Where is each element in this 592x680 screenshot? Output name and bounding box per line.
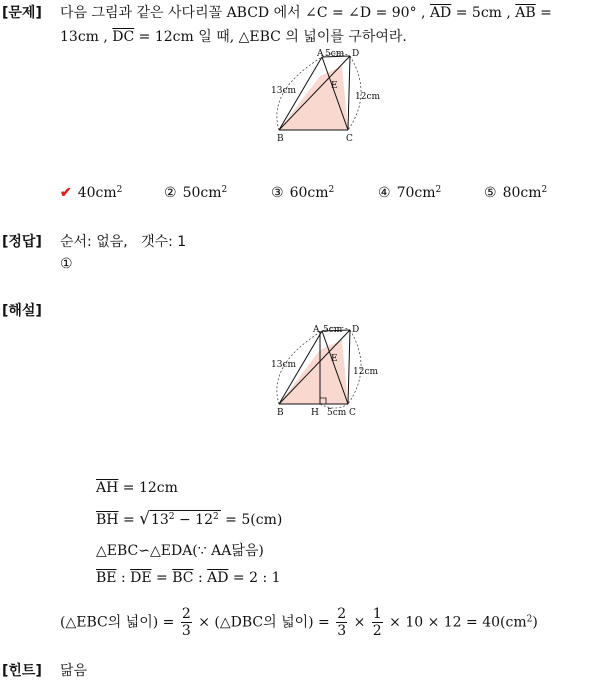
length-top-label: 5cm bbox=[323, 325, 343, 335]
choice-value: 60cm bbox=[289, 185, 329, 201]
choice-5[interactable] bbox=[484, 185, 547, 201]
hint-label: [힌트] bbox=[2, 663, 42, 679]
vertex-a-label: A bbox=[313, 325, 320, 335]
segment-dc: $\overline{DC}$ bbox=[112, 29, 135, 45]
length-right-label: 12cm bbox=[353, 367, 379, 377]
problem-line-1 bbox=[60, 2, 552, 22]
choice-number: ④ bbox=[378, 185, 391, 201]
solution-text: = 5(cm) bbox=[220, 512, 283, 528]
answer-label: [정답] bbox=[2, 234, 42, 250]
solution-text: : bbox=[193, 570, 208, 586]
choice-number: ③ bbox=[271, 185, 284, 201]
vertex-c-label: C bbox=[349, 408, 356, 418]
segment-ab: $\overline{AB}$ bbox=[515, 5, 536, 21]
segment-de: $\overline{DE}$ bbox=[130, 570, 152, 586]
problem-text: 13cm , bbox=[60, 29, 113, 45]
numerator: 2 bbox=[181, 606, 191, 622]
problem-line-2 bbox=[60, 26, 407, 46]
solution-text: = 12cm bbox=[118, 480, 178, 496]
solution-line-area bbox=[60, 606, 538, 639]
denominator: 3 bbox=[181, 623, 191, 639]
solution-text: = bbox=[118, 512, 140, 528]
solution-line-bh bbox=[96, 509, 282, 529]
solution-text: × 10 × 12 = 40(cm bbox=[384, 614, 527, 631]
solution-text: = 2 : 1 bbox=[228, 570, 281, 586]
solution-text: (△EBC의 넓이) = bbox=[60, 614, 179, 631]
length-right-label: 12cm bbox=[355, 92, 381, 102]
numerator: 2 bbox=[337, 606, 347, 622]
choice-sup: 2 bbox=[541, 185, 548, 195]
choice-sup: 2 bbox=[116, 185, 123, 195]
segment-be: $\overline{BE}$ bbox=[96, 570, 117, 586]
check-mark-icon: ✔ bbox=[60, 185, 72, 201]
vertex-b-label: B bbox=[277, 408, 284, 418]
choice-1[interactable] bbox=[60, 185, 122, 201]
length-left-label: 13cm bbox=[271, 86, 297, 96]
fraction bbox=[181, 606, 192, 639]
sqrt-radicand bbox=[150, 510, 221, 528]
segment-ah: $\overline{AH}$ bbox=[96, 480, 119, 496]
solution-line-similar: △EBC∽△EDA(∵ AA닮음) bbox=[96, 543, 264, 559]
choice-sup: 2 bbox=[221, 185, 228, 195]
choice-sup: 2 bbox=[435, 185, 442, 195]
choice-4[interactable] bbox=[378, 185, 441, 201]
choice-value: 80cm bbox=[502, 185, 542, 201]
triangle-ebc-fill bbox=[279, 66, 348, 130]
vertex-d-label: D bbox=[352, 49, 360, 59]
solution-text: = bbox=[151, 570, 173, 586]
vertex-e-label: E bbox=[331, 81, 338, 91]
length-left-label: 13cm bbox=[271, 360, 297, 370]
choice-value: 50cm bbox=[182, 185, 222, 201]
segment-bh: $\overline{BH}$ bbox=[96, 512, 119, 528]
fraction bbox=[372, 606, 383, 639]
vertex-a-label: A bbox=[317, 49, 324, 59]
numerator: 1 bbox=[372, 606, 382, 622]
vertex-e-label: E bbox=[331, 354, 338, 364]
vertex-h-label: H bbox=[311, 408, 319, 418]
choice-value: 70cm bbox=[396, 185, 436, 201]
solution-figure bbox=[265, 320, 395, 420]
denominator: 2 bbox=[372, 623, 382, 639]
denominator: 3 bbox=[337, 623, 347, 639]
triangle-ebc-fill bbox=[279, 340, 348, 404]
solution-text: ) bbox=[532, 614, 538, 631]
sqrt-sign: √ bbox=[139, 509, 150, 529]
problem-text: = bbox=[535, 5, 552, 21]
solution-line-ah bbox=[96, 480, 178, 496]
segment-bc: $\overline{BC}$ bbox=[172, 570, 194, 586]
problem-text: = 12cm 일 때, △EBC 의 넓이를 구하여라. bbox=[134, 29, 407, 45]
trapezoid-figure bbox=[265, 46, 395, 146]
choice-value: 40cm bbox=[77, 185, 117, 201]
explanation-label: [해설] bbox=[2, 303, 42, 319]
solution-text: × (△DBC의 넓이) = bbox=[193, 614, 335, 631]
length-bottom-label: 5cm bbox=[327, 408, 347, 418]
solution-text: − 12 bbox=[174, 512, 213, 528]
solution-sup: 2 bbox=[213, 512, 219, 522]
solution-text: × bbox=[349, 614, 370, 631]
problem-label: [문제] bbox=[2, 5, 42, 21]
solution-line-ratio bbox=[96, 570, 281, 586]
choice-3[interactable] bbox=[271, 185, 334, 201]
choice-sup: 2 bbox=[328, 185, 335, 195]
answer-value: ① bbox=[60, 256, 73, 272]
side-dc bbox=[348, 330, 350, 404]
problem-text: = 5cm , bbox=[451, 5, 516, 21]
length-top-label: 5cm bbox=[325, 49, 345, 59]
solution-text: 13 bbox=[150, 512, 169, 528]
problem-text: 다음 그림과 같은 사다리꼴 ABCD 에서 ∠C = ∠D = 90° , bbox=[60, 5, 430, 21]
vertex-c-label: C bbox=[346, 134, 353, 144]
hint-text: 닮음 bbox=[60, 663, 88, 679]
solution-sup: 2 bbox=[526, 614, 533, 625]
fraction bbox=[336, 606, 347, 639]
segment-ad: $\overline{AD}$ bbox=[207, 570, 229, 586]
choice-number: ② bbox=[164, 185, 177, 201]
choice-2[interactable] bbox=[164, 185, 227, 201]
vertex-b-label: B bbox=[277, 134, 284, 144]
solution-sup: 2 bbox=[168, 512, 175, 522]
solution-text: : bbox=[116, 570, 131, 586]
choice-number: ⑤ bbox=[484, 185, 497, 201]
answer-order-line: 순서: 없음, 갯수: 1 bbox=[60, 234, 187, 250]
segment-ad: $\overline{AD}$ bbox=[429, 5, 452, 21]
vertex-d-label: D bbox=[352, 325, 360, 335]
side-dc bbox=[348, 56, 350, 130]
